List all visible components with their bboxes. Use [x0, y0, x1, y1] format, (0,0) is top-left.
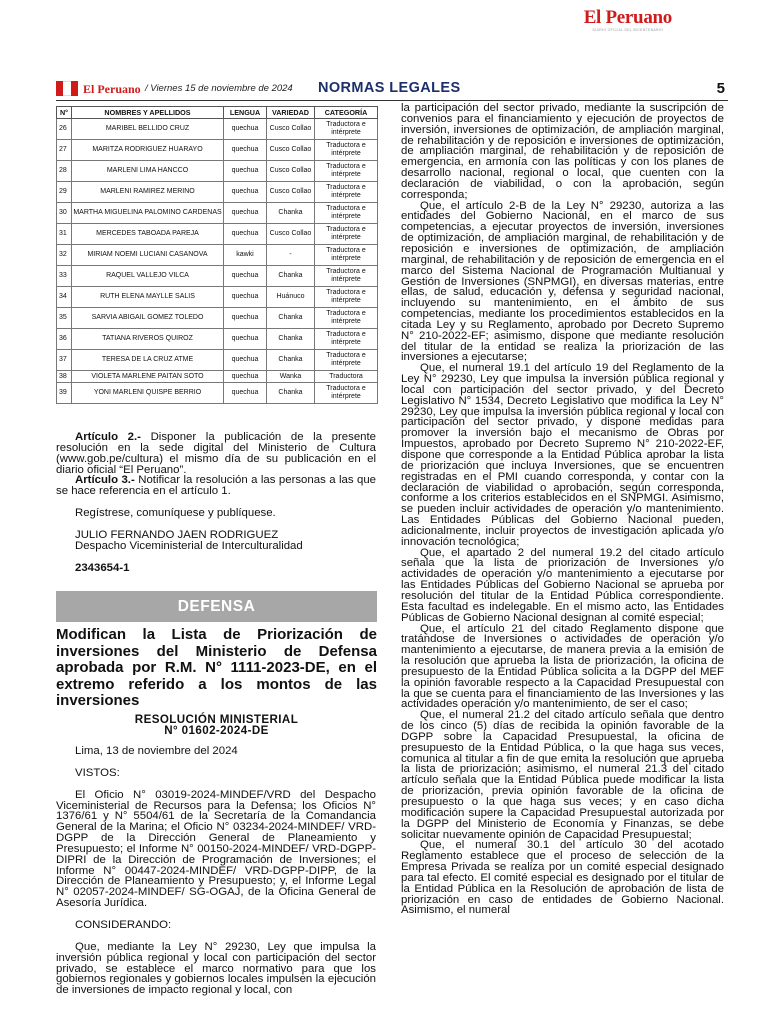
row-name: MARLENI RAMIREZ MERINO [72, 182, 224, 203]
table-row [57, 119, 378, 140]
row-number: 29 [57, 182, 72, 203]
row-variety: Wanka [267, 371, 315, 383]
place-date: Lima, 13 de noviembre del 2024 [75, 745, 238, 757]
row-variety: Cusco Collao [267, 119, 315, 140]
row-category: Traductora e intérprete [315, 203, 378, 224]
table-row [57, 350, 378, 371]
row-variety: Cusco Collao [267, 182, 315, 203]
resolution-label: RESOLUCIÓN MINISTERIAL [134, 713, 299, 726]
row-number: 32 [57, 245, 72, 266]
header-paper-name: El Peruano [83, 82, 141, 96]
row-category: Traductora e intérprete [315, 287, 378, 308]
paragraph-6: Que, el numeral 21.2 del citado artículo señala que dentro de los cinco (5) días de recibida la opinión favorable de la DGPP sobre la Capacidad Presupuestal, la oficina de presupuesto de la Entidad Pública, o la que haga sus veces, comunica al titular a fin de que emita la resolución que aprueba la lista de priorización; asimismo, el numeral 21.3 del citado artículo señala que la Entidad Pública puede modificar la lista de priorización, previa opinión favorable de la oficina de presupuesto o la que haga sus veces; y en caso dicha modificación supere la Capacidad Presupuestal autorizada por la DGPP del Ministerio de Economía y Finanzas, se debe solicitar nuevamente opinión de Capacidad Presupuestal; [401, 709, 724, 841]
row-variety: Chanka [267, 203, 315, 224]
article-2 [56, 432, 376, 475]
row-language: quechua [224, 329, 267, 350]
article-3-label: Artículo 3.- [75, 474, 135, 487]
signer-name: JULIO FERNANDO JAEN RODRIGUEZ [75, 528, 279, 541]
section-band-defensa: DEFENSA [56, 591, 377, 622]
row-name: MARITZA RODRIGUEZ HUARAYO [72, 140, 224, 161]
row-category: Traductora e intérprete [315, 119, 378, 140]
table-body [57, 119, 378, 404]
paragraph-2: Que, el artículo 2-B de la Ley N° 29230, autoriza a las entidades del Gobierno Nacional, en el marco de sus competencias, a ejecutar proyectos de inversión, inversiones de optimización, de ampliación marginal, de rehabilitación y de reposición e inversiones de optimización, de ampliación marginal, de rehabilitación y de reposición de emergencia en el marco del Sistema Nacional de Programación Multianual y Gestión de Inversiones (SNPMGI), en diversas materias, entre ellas, de salud, educación y, defensa y seguridad nacional, incluyendo su mantenimiento, en el ámbito de sus competencias, mediante los procedimientos establecidos en la citada Ley y su Reglamento, aprobado por Decreto Supremo N° 210-2022-EF; asimismo, dispone que mediante resolución del titular de la entidad se realiza la priorización de las inversiones a ejecutarse; [401, 199, 724, 364]
row-variety: Chanka [267, 329, 315, 350]
header-rule [56, 100, 728, 101]
row-variety: Cusco Collao [267, 140, 315, 161]
row-variety: Chanka [267, 350, 315, 371]
row-name: MERCEDES TABOADA PAREJA [72, 224, 224, 245]
row-number: 27 [57, 140, 72, 161]
considerando-label: CONSIDERANDO: [75, 918, 172, 931]
row-category: Traductora [315, 371, 378, 383]
row-category: Traductora e intérprete [315, 266, 378, 287]
row-category: Traductora e intérprete [315, 245, 378, 266]
row-language: quechua [224, 371, 267, 383]
row-name: SARVIA ABIGAIL GOMEZ TOLEDO [72, 308, 224, 329]
row-variety: - [267, 245, 315, 266]
paragraph-5: Que, el artículo 21 del citado Reglamento dispone que tratándose de Inversiones o actividades de operación y/o mantenimiento a ejecutarse, de manera previa a la emisión de la resolución que aprueba la lista de priorización, la oficina de presupuesto de la Entidad Pública solicita a la DGPP del MEF la opinión favorable respecto a la Capacidad Presupuestal con la que se cuenta para el financiamiento de las Inversiones y las actividades operación y/o mantenimiento, de ser el caso; [401, 622, 724, 711]
row-language: quechua [224, 224, 267, 245]
row-language: quechua [224, 350, 267, 371]
table-row [57, 245, 378, 266]
table-row [57, 224, 378, 245]
row-name: YONI MARLENI QUISPE BERRIO [72, 383, 224, 404]
row-variety: Chanka [267, 383, 315, 404]
row-language: kawki [224, 245, 267, 266]
row-category: Traductora e intérprete [315, 329, 378, 350]
table-row [57, 203, 378, 224]
row-number: 31 [57, 224, 72, 245]
newspaper-logo: El Peruano [583, 7, 672, 28]
row-number: 37 [57, 350, 72, 371]
left-column-body [56, 746, 376, 996]
row-number: 34 [57, 287, 72, 308]
newspaper-tagline: DIARIO OFICIAL DEL BICENTENARIO [592, 28, 664, 32]
vistos-text: El Oficio N° 03019-2024-MINDEF/VRD del Despacho Viceministerial de Recursos para la Defensa; los Oficios N° 1376/61 y N° 5504/61 de la Secretaría de la Comandancia General de la Marina; el Oficio N° 03234-2024-MINDEF/ VRD-DGPP de la Dirección General de Planeamiento y Presupuesto; el Informe N° 00150-2024-MINDEF/ VRD-DGPP-DIPRI de la Dirección de Programación de Inversiones; el Informe N° 00447-2024-MINDEF/ VRD-DGPP-DIPP, de la Dirección de Planeamiento y Presupuesto; y, el Informe Legal N° 02057-2024-MINDEF/ SG-OGAJ, de la Oficina General de Asesoría Jurídica. [56, 788, 376, 910]
row-language: quechua [224, 140, 267, 161]
col-header-number: N° [57, 107, 72, 119]
right-column [401, 103, 724, 916]
row-variety: Cusco Collao [267, 224, 315, 245]
row-language: quechua [224, 308, 267, 329]
row-category: Traductora e intérprete [315, 383, 378, 404]
table-row [57, 371, 378, 383]
article-3 [56, 475, 376, 497]
row-variety: Chanka [267, 266, 315, 287]
table-row [57, 287, 378, 308]
row-category: Traductora e intérprete [315, 308, 378, 329]
table-row [57, 182, 378, 203]
table-row [57, 140, 378, 161]
table-row [57, 308, 378, 329]
article-2-label: Artículo 2.- [75, 431, 141, 443]
interpreters-table [56, 106, 378, 404]
norm-title: Modifican la Lista de Priorización de inversiones del Ministerio de Defensa aprobada por R.M. N° 1111-2023-DE, en el extremo referido a los montos de las inversiones [56, 626, 377, 710]
signer-office: Despacho Viceministerial de Interculturalidad [75, 539, 303, 552]
row-variety: Chanka [267, 308, 315, 329]
row-name: TATIANA RIVEROS QUIROZ [72, 329, 224, 350]
col-header-variety: VARIEDAD [267, 107, 315, 119]
col-header-category: CATEGORÍA [315, 107, 378, 119]
row-language: quechua [224, 383, 267, 404]
page-number: 5 [716, 80, 725, 97]
row-name: TERESA DE LA CRUZ ATME [72, 350, 224, 371]
row-number: 26 [57, 119, 72, 140]
row-language: quechua [224, 266, 267, 287]
row-language: quechua [224, 161, 267, 182]
row-category: Traductora e intérprete [315, 182, 378, 203]
row-number: 28 [57, 161, 72, 182]
paragraph-4: Que, el apartado 2 del numeral 19.2 del citado artículo señala que la lista de priorización de Inversiones y/o actividades de operación y/o mantenimiento a ejecutarse por las Entidades Públicas del Gobierno Nacional se aprueba por resolución del titular de la Entidad Pública correspondiente. Esta facultad es indelegable. En el mismo acto, las Entidades Públicas de Gobierno Nacional designan al comité especial; [401, 546, 724, 624]
masthead [584, 8, 672, 32]
table-row [57, 329, 378, 350]
row-number: 38 [57, 371, 72, 383]
page-header [56, 78, 728, 100]
table-row [57, 161, 378, 182]
row-name: MARIBEL BELLIDO CRUZ [72, 119, 224, 140]
table-row [57, 383, 378, 404]
left-column [56, 432, 376, 573]
paragraph-7: Que, el numeral 30.1 del artículo 30 del acotado Reglamento establece que el proceso de selección de la Empresa Privada se realiza por un comité especial designado para tal efecto. El comité especial es designado por el titular de la Entidad Pública en la Resolución de aprobación de lista de priorización en caso de entidades de Gobierno Nacional. Asimismo, el numeral [401, 839, 724, 917]
table-header-row [57, 107, 378, 119]
row-number: 33 [57, 266, 72, 287]
row-language: quechua [224, 119, 267, 140]
col-header-language: LENGUA [224, 107, 267, 119]
row-number: 39 [57, 383, 72, 404]
resolution-number: N° 01602-2024-DE [164, 724, 269, 737]
paragraph-3: Que, el numeral 19.1 del artículo 19 del Reglamento de la Ley N° 29230, Ley que impulsa la inversión pública regional y local con participación del sector privado, y del Decreto Legislativo N° 1534, Decreto Legislativo que modifica la Ley N° 29230, Ley que impulsa la inversión pública regional y local con participación del sector privado, y dispone medidas para promover la inversión bajo el mecanismo de Obras por Impuestos, aprobado por Decreto Supremo N° 210-2022-EF, dispone que corresponde a la Entidad Pública aprobar la lista de priorización que incluya Inversiones, que se encuentren registradas en el PMI cuando corresponda, y contar con la declaración de viabilidad o aprobación, según corresponda, conforme a los criterios establecidos en el SNPMGI. Asimismo, se pueden incluir actividades de operación y/o mantenimiento. Las Entidades Públicas del Gobierno Nacional pueden, adicionalmente, incluir proyectos de investigación aplicada y/o innovación tecnológica; [401, 362, 724, 548]
row-variety: Huánuco [267, 287, 315, 308]
header-date: / Viernes 15 de noviembre de 2024 [145, 83, 293, 94]
document-number: 2343654-1 [75, 561, 130, 574]
row-name: MIRIAM NOEMI LUCIANI CASANOVA [72, 245, 224, 266]
row-category: Traductora e intérprete [315, 161, 378, 182]
paragraph-1: la participación del sector privado, mediante la suscripción de convenios para el financiamiento y ejecución de proyectos de inversión, inversiones de optimización, de ampliación marginal, de rehabilitación y de reposición e inversiones de optimización, de ampliación marginal, de rehabilitación y de reposición de emergencia, en armonía con las políticas y con los planes de desarrollo nacional, regional o local, que cuenten con la declaración de viabilidad, o con la aprobación, según corresponda; [401, 102, 724, 201]
closing-formula: Regístrese, comuníquese y publíquese. [75, 507, 276, 520]
header-section: NORMAS LEGALES [318, 80, 461, 96]
row-variety: Cusco Collao [267, 161, 315, 182]
row-name: MARTHA MIGUELINA PALOMINO CARDENAS [72, 203, 224, 224]
peru-flag-icon [56, 81, 78, 96]
row-name: VIOLETA MARLENE PAITAN SOTO [72, 371, 224, 383]
row-name: RAQUEL VALLEJO VILCA [72, 266, 224, 287]
row-category: Traductora e intérprete [315, 350, 378, 371]
row-category: Traductora e intérprete [315, 140, 378, 161]
article-3-text: Notificar la resolución a las personas a las que se hace referencia en el artículo 1. [56, 474, 376, 498]
row-category: Traductora e intérprete [315, 224, 378, 245]
col-header-name: NOMBRES Y APELLIDOS [72, 107, 224, 119]
row-language: quechua [224, 287, 267, 308]
row-number: 35 [57, 308, 72, 329]
considerando-text: Que, mediante la Ley N° 29230, Ley que impulsa la inversión pública regional y local con participación del sector privado, se establece el marco normativo para que los gobiernos regionales y gobiernos locales impulsen la ejecución de inversiones de impacto regional y local, con [56, 940, 376, 997]
row-number: 30 [57, 203, 72, 224]
row-language: quechua [224, 182, 267, 203]
row-language: quechua [224, 203, 267, 224]
row-name: MARLENI LIMA HANCCO [72, 161, 224, 182]
table-row [57, 266, 378, 287]
row-number: 36 [57, 329, 72, 350]
row-name: RUTH ELENA MAYLLE SALIS [72, 287, 224, 308]
article-2-text: Disponer la publicación de la presente resolución en la sede digital del Ministerio de Cultura (www.gob.pe/cultura) el mismo día de su publicación en el diario oficial “El Peruano”. [56, 431, 376, 476]
vistos-label: VISTOS: [75, 766, 120, 779]
